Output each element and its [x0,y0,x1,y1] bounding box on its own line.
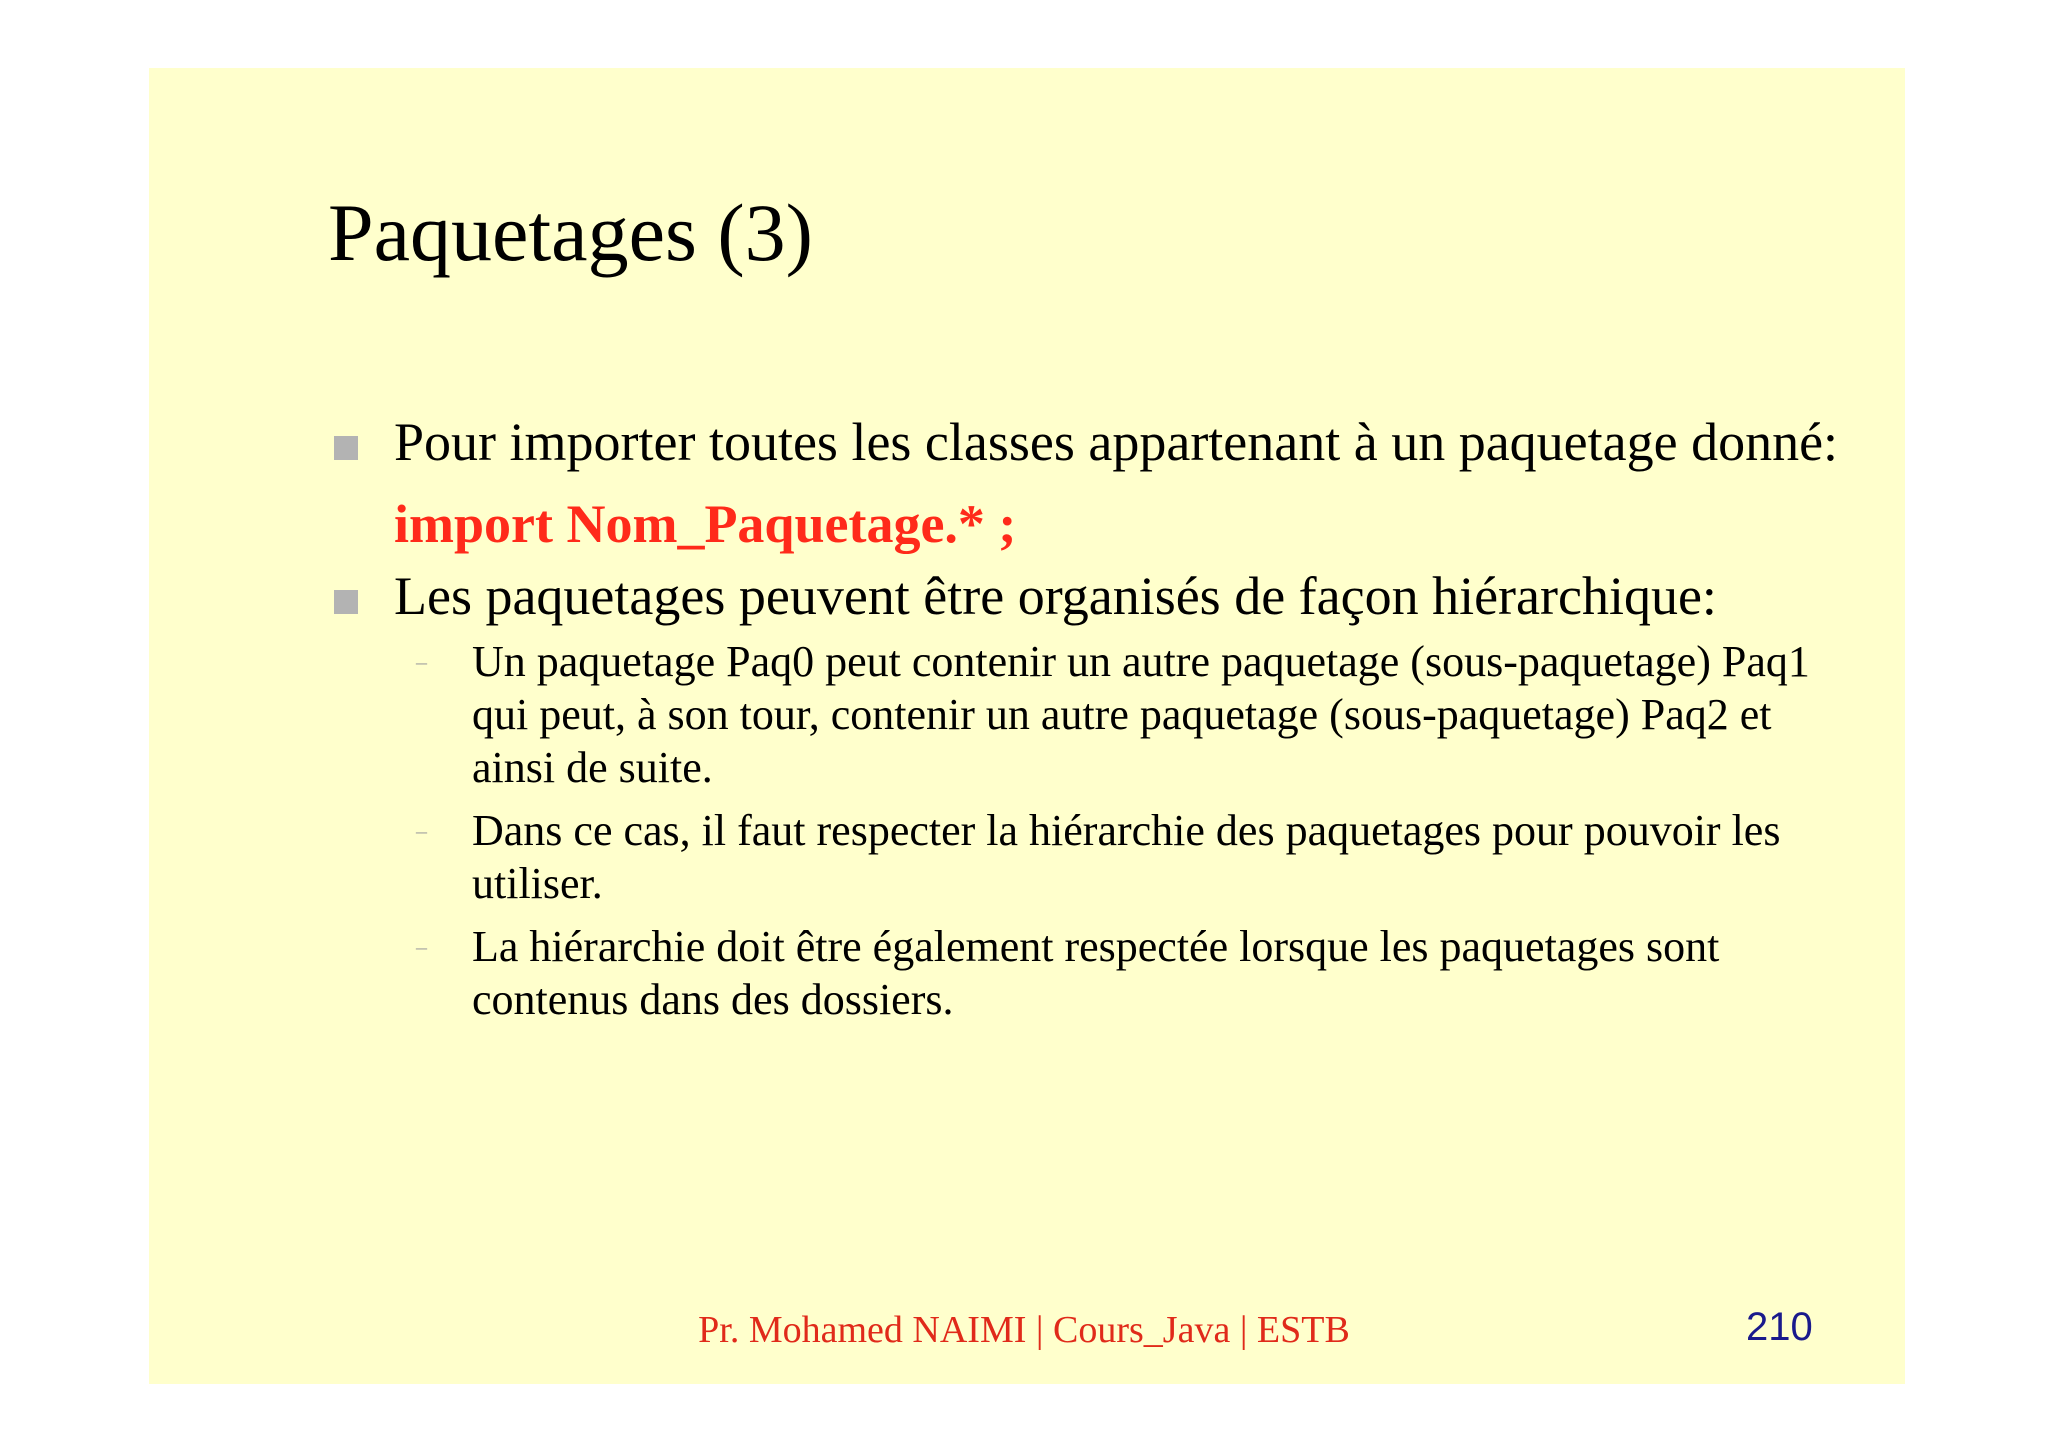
dash-bullet-icon: – [416,818,427,843]
page-number: 210 [1746,1305,1813,1349]
slide-title: Paquetages (3) [328,187,813,278]
sub-bullet-text: Dans ce cas, il faut respecter la hiérarchie des paquetages pour pouvoir les utiliser. [472,806,1781,908]
bullet-item-import-all [328,411,1848,473]
sub-bullet-item [416,920,1848,1026]
sub-bullet-text: La hiérarchie doit être également respectée lorsque les paquetages sont contenus dans des dossiers. [472,922,1720,1024]
bullet-text: Pour importer toutes les classes appartenant à un paquetage donné: [394,412,1839,472]
dash-bullet-icon: – [416,934,427,959]
slide [149,68,1905,1384]
sub-bullet-item [416,804,1848,910]
sub-bullet-item [416,635,1848,794]
sub-bullet-text: Un paquetage Paq0 peut contenir un autre paquetage (sous-paquetage) Paq1 qui peut, à son tour, contenir un autre paquetage (sous-paquetage) Paq2 et ainsi de suite. [472,637,1810,792]
bullet-text: Les paquetages peuvent être organisés de façon hiérarchique: [394,566,1717,626]
slide-footer: Pr. Mohamed NAIMI | Cours_Java | ESTB [698,1309,1350,1351]
code-snippet: import Nom_Paquetage.* ; [394,494,1017,554]
dash-bullet-icon: – [416,649,427,674]
slide-content [328,411,1848,1036]
square-bullet-icon [334,590,358,614]
square-bullet-icon [334,436,358,460]
sub-bullet-list [328,635,1848,1026]
bullet-item-hierarchy [328,565,1848,627]
